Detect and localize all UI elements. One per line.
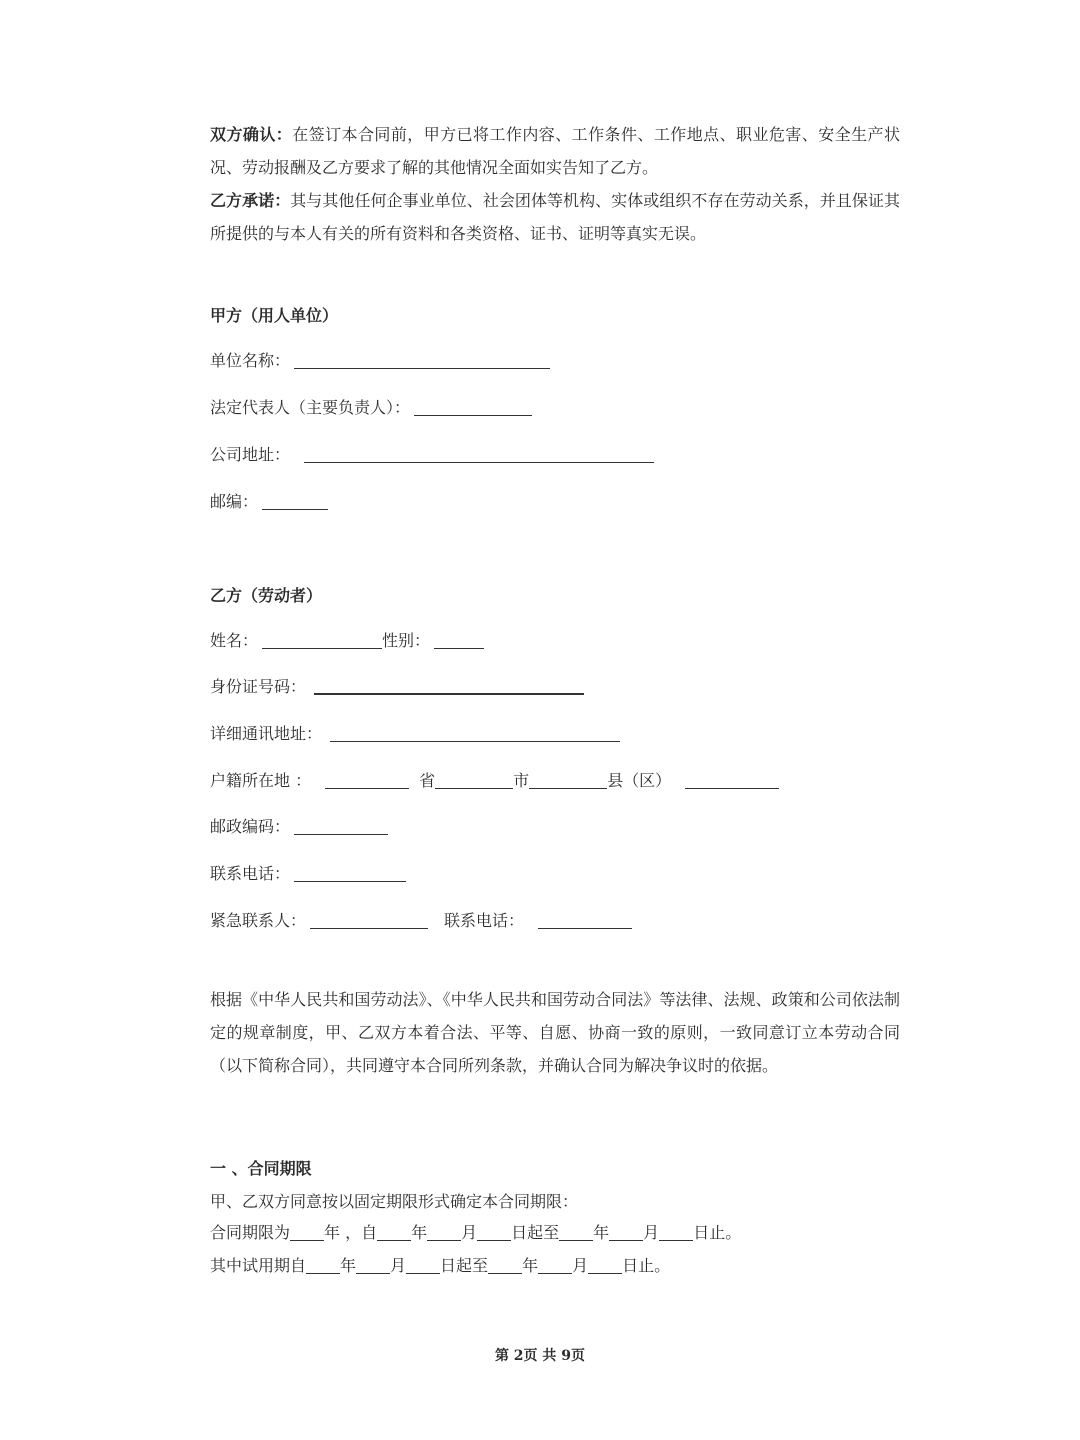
probation-end-month-label: 月	[572, 1256, 589, 1275]
probation-year-label: 年	[340, 1256, 357, 1275]
term-start-day-field[interactable]	[477, 1239, 511, 1241]
term-from-label: 日起至	[511, 1223, 560, 1242]
term-end-month-field[interactable]	[609, 1239, 643, 1241]
postcode-field[interactable]	[262, 508, 328, 510]
term-until-label: 日止。	[693, 1223, 742, 1242]
unit-name-field[interactable]	[294, 367, 550, 369]
company-address-label: 公司地址：	[210, 445, 291, 464]
phone-label: 联系电话：	[210, 864, 291, 883]
confirm-label: 双方确认：	[210, 125, 293, 144]
name-label: 姓名：	[210, 631, 259, 650]
gender-field[interactable]	[434, 647, 484, 649]
unit-name-label: 单位名称：	[210, 351, 291, 370]
legal-rep-row	[210, 397, 532, 419]
term-end-month-label: 月	[643, 1223, 660, 1242]
probation-end-year-field[interactable]	[488, 1272, 522, 1274]
promise-label: 乙方承诺：	[210, 191, 291, 210]
legal-rep-label: 法定代表人（主要负责人）：	[210, 398, 411, 417]
postcode-label: 邮编：	[210, 492, 259, 511]
probation-end-month-field[interactable]	[538, 1272, 572, 1274]
probation-row	[210, 1255, 670, 1277]
probation-start-year-field[interactable]	[306, 1272, 340, 1274]
phone-field[interactable]	[294, 880, 406, 882]
emergency-phone-label: 联系电话：	[444, 911, 525, 930]
probation-start-month-field[interactable]	[356, 1272, 390, 1274]
term-start-year-field[interactable]	[377, 1239, 411, 1241]
name-gender-row	[210, 630, 484, 652]
postal-code-field[interactable]	[294, 833, 388, 835]
household-field[interactable]	[325, 787, 409, 789]
probation-end-year-label: 年	[522, 1256, 539, 1275]
party-a-heading: 甲方（用人单位）	[210, 306, 339, 325]
promise-paragraph	[210, 184, 900, 250]
emergency-contact-label: 紧急联系人：	[210, 911, 307, 930]
emergency-contact-field[interactable]	[310, 927, 428, 929]
household-label: 户籍所在地 ：	[210, 771, 312, 790]
city-label: 市	[513, 771, 530, 790]
page-footer: 第 2页 共 9页	[494, 1348, 586, 1364]
postcode-row	[210, 491, 328, 513]
confirm-text: 在签订本合同前，甲方已将工作内容、工作条件、工作地点、职业危害、安全生产状况、劳动报酬及乙方要求了解的其他情况全面如实告知了乙方。	[210, 125, 900, 177]
company-address-row	[210, 444, 654, 466]
mail-address-label: 详细通讯地址：	[210, 724, 323, 743]
company-address-field[interactable]	[304, 461, 654, 463]
term-end-year-label: 年	[593, 1223, 610, 1242]
postal-code-row	[210, 816, 388, 838]
emergency-phone-field[interactable]	[538, 927, 632, 929]
province-field[interactable]	[435, 787, 513, 789]
household-row	[210, 770, 779, 792]
city-field[interactable]	[529, 787, 607, 789]
probation-from-label: 日起至	[440, 1256, 489, 1275]
party-b-heading: 乙方（劳动者）	[210, 586, 323, 605]
promise-text: 其与其他任何企事业单位、社会团体等机构、实体或组织不存在劳动关系，并且保证其所提供的与本人有关的所有资料和各类资格、证书、证明等真实无误。	[210, 191, 900, 243]
term-start-month-field[interactable]	[427, 1239, 461, 1241]
preamble-paragraph: 根据《中华人民共和国劳动法》、《中华人民共和国劳动合同法》等法律、法规、政策和公司依法制定的规章制度，甲、乙双方本着合法、平等、自愿、协商一致的原则，一致同意订立本劳动合同（以下简称合同），共同遵守本合同所列条款，并确认合同为解决争议时的依据。	[210, 990, 900, 1075]
probation-month-label: 月	[390, 1256, 407, 1275]
county-label: 县（区）	[607, 771, 672, 790]
section-1-line: 甲、乙双方同意按以固定期限形式确定本合同期限：	[210, 1192, 579, 1211]
confirm-paragraph	[210, 118, 900, 184]
term-year-text: 年 ，自	[324, 1223, 378, 1242]
province-label: 省	[419, 771, 436, 790]
phone-row	[210, 863, 406, 885]
gender-label: 性别：	[382, 631, 431, 650]
section-1-heading: 一 、合同期限	[210, 1159, 312, 1178]
probation-start-day-field[interactable]	[406, 1272, 440, 1274]
unit-name-row	[210, 350, 550, 372]
county-field[interactable]	[685, 787, 779, 789]
term-years-field[interactable]	[290, 1239, 324, 1241]
emergency-row	[210, 910, 632, 932]
postal-code-label: 邮政编码：	[210, 817, 291, 836]
term-year-label: 年	[411, 1223, 428, 1242]
name-field[interactable]	[262, 647, 382, 649]
term-end-year-field[interactable]	[559, 1239, 593, 1241]
id-number-label: 身份证号码：	[210, 677, 307, 696]
id-number-field[interactable]	[314, 692, 584, 695]
term-end-day-field[interactable]	[659, 1239, 693, 1241]
probation-prefix: 其中试用期自	[210, 1256, 307, 1275]
contract-term-row	[210, 1222, 741, 1244]
legal-rep-field[interactable]	[414, 414, 532, 416]
probation-end-day-field[interactable]	[588, 1272, 622, 1274]
mail-address-row	[210, 723, 620, 745]
term-month-label: 月	[461, 1223, 478, 1242]
probation-until-label: 日止。	[622, 1256, 671, 1275]
id-number-row	[210, 676, 584, 698]
mail-address-field[interactable]	[330, 740, 620, 742]
term-prefix: 合同期限为	[210, 1223, 291, 1242]
